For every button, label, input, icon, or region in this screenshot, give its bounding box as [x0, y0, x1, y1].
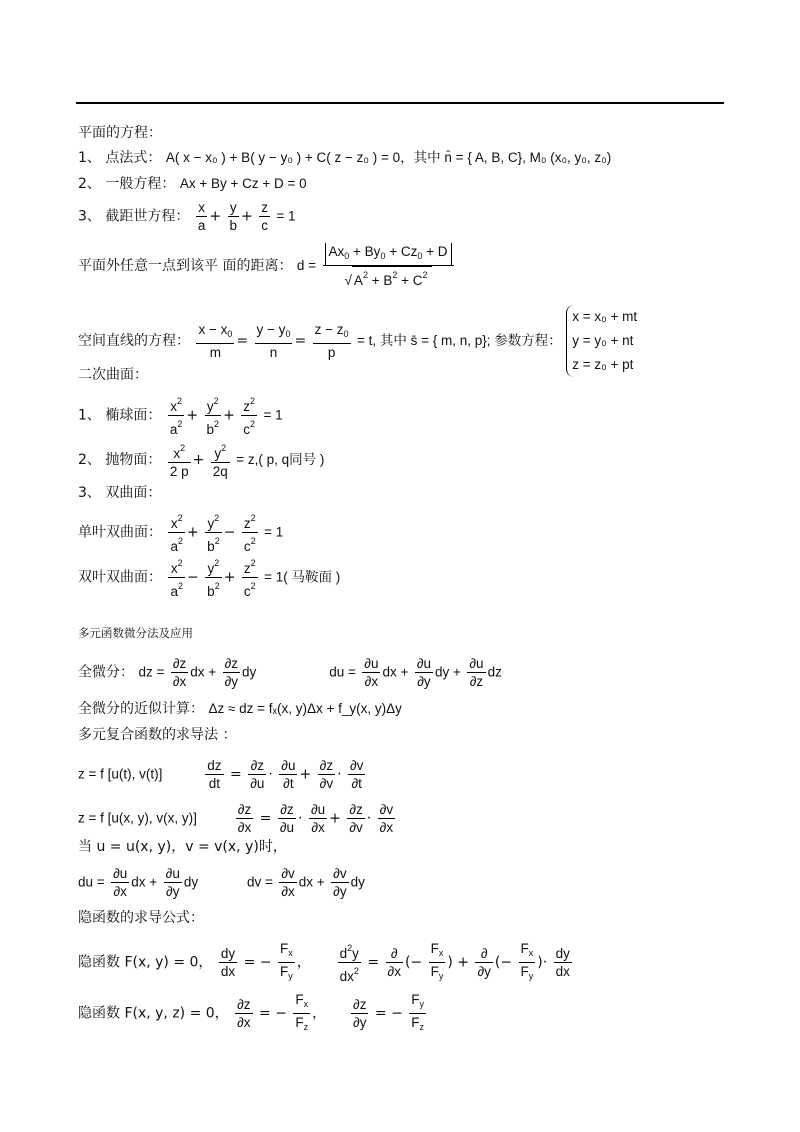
plane-heading: 平面的方程： — [78, 125, 162, 141]
partial-z-partial-u: $\frac{\partial z}{\partial u}$ — [279, 802, 295, 835]
distance-label: 平面外任意一点到该平 面的距离： — [78, 258, 293, 274]
fraction-y2-over-b2: $\frac{y^2}{b^2}$ — [205, 555, 222, 600]
dz-lhs: dz = — [138, 664, 165, 680]
fraction-x-over-a: $\frac{x}{a}$ — [197, 200, 206, 233]
fraction-y-over-b: $\frac{y}{b}$ — [229, 200, 238, 233]
one-sheet-line: 单叶双曲面： $\frac{x^2}{a^2}$ + $\frac{y^2}{b^2}$ − $\frac{z^2}{c^2}$ = 1 — [78, 510, 283, 555]
line-mid-text: = t, 其中 s̄ = { m, n, p}; 参数方程： — [357, 333, 562, 348]
fy-over-fz: $\frac{F_y}{F_z}$ — [411, 992, 425, 1032]
partial-z-partial-x: $\frac{\partial z}{\partial x}$ — [237, 802, 252, 835]
dy-plus: dy + — [435, 664, 461, 680]
partial-u-partial-z: $\frac{\partial u}{\partial z}$ — [469, 656, 484, 689]
fx-over-fy: $\frac{F_x}{F_y}$ — [520, 941, 534, 981]
chain1-line: z = f [u(t), v(t)] $\frac{dz}{dt}$ = $\frac{\partial z}{\partial u}$ · $\frac{\partial u}{\partial t}$ + $\frac{\partial z}{\partial v}$ · $\frac{\partial v}{\partial t}$ — [78, 758, 364, 791]
one-sheet-label: 单叶双曲面： — [78, 524, 162, 541]
partial-v-partial-x: $\frac{\partial v}{\partial x}$ — [379, 802, 394, 835]
partial-z-partial-x: $\frac{\partial z}{\partial x}$ — [237, 997, 251, 1030]
fx-over-fz: $\frac{F_x}{F_z}$ — [295, 992, 309, 1032]
chain2-lhs: z = f [u(x, y), v(x, y)] — [78, 810, 197, 826]
approx-label: 全微分的近似计算： — [78, 701, 204, 717]
paraboloid-label: 2、 抛物面： — [78, 452, 162, 468]
fraction-x2-over-2p: $\frac{x^2}{2 p}$ — [168, 440, 191, 480]
quadric-heading: 二次曲面： — [78, 367, 148, 383]
partial-over-partial-y: $\frac{\partial}{\partial y}$ — [477, 946, 491, 979]
approx-line — [78, 700, 402, 718]
partial-z-partial-u: $\frac{\partial z}{\partial u}$ — [250, 758, 265, 791]
implicit1-line: 隐函数 F(x, y) = 0， $\frac{dy}{dx}$ = − $\frac{F_x}{F_y}$ ， $\frac{d^2y}{dx^2}$ = $\frac{\partial}{\partial x}$ (− $\frac{F_x}{F_y}$ ) + $\frac{\partial}{\partial y}$ (− $\frac{F_x}{F_y}$ )· $\frac{dy}{dx}$ — [78, 941, 570, 984]
dy-dx: $\frac{dy}{dx}$ — [220, 946, 236, 979]
paraboloid-tail: = z,( p, q同号 ) — [236, 452, 325, 467]
chain1-lhs: z = f [u(t), v(t)] — [78, 766, 163, 782]
fx-over-fy: $\frac{F_x}{F_y}$ — [279, 941, 293, 981]
partial-over-partial-x: $\frac{\partial}{\partial x}$ — [387, 946, 401, 979]
partial-u-partial-x: $\frac{\partial u}{\partial x}$ — [364, 656, 379, 689]
implicit1-label: 隐函数 F(x, y) = 0， — [78, 954, 213, 971]
dy-dx: $\frac{dy}{dx}$ — [555, 946, 570, 979]
partial-v-partial-y: $\frac{\partial v}{\partial y}$ — [333, 866, 347, 899]
ellipsoid-line: 1、 椭球面： $\frac{x^2}{a^2}$ + $\frac{y^2}{b^2}$ + $\frac{z^2}{c^2}$ = 1 — [78, 393, 283, 438]
implicit-heading: 隐函数的求导公式： — [78, 910, 204, 926]
fraction-x2-over-a2: $\frac{x^2}{a^2}$ — [168, 510, 185, 555]
approx-equation: Δz ≈ dz = fₓ(x, y)Δx + f_y(x, y)Δy — [208, 701, 402, 716]
top-rule — [76, 102, 724, 104]
fraction-z2-over-c2: $\frac{z^2}{c^2}$ — [241, 393, 257, 438]
fraction-y2-over-b2: $\frac{y^2}{b^2}$ — [205, 393, 222, 438]
intercept-line: 3、 截距世方程： $\frac{x}{a}$ + $\frac{y}{b}$ + $\frac{z}{c}$ = 1 — [78, 200, 296, 233]
fraction-z-over-c: $\frac{z}{c}$ — [261, 200, 268, 233]
distance-line — [78, 243, 456, 289]
du-lhs: du = — [329, 664, 356, 680]
chain-heading: 多元复合函数的求导法 ： — [78, 727, 237, 743]
general-label: 2、 一般方程： — [78, 176, 176, 192]
dy-text: dy — [183, 874, 199, 890]
fraction-x-minus-x0-over-m: $\frac{x - x_0}{m}$ — [198, 322, 233, 360]
du-dv-line — [78, 865, 365, 900]
dv-lhs: dv = — [247, 874, 273, 890]
two-sheet-tail: = 1( 马鞍面 ) — [264, 569, 341, 585]
intercept-tail: = 1 — [276, 208, 296, 224]
distance-fraction: $\frac{Ax_0 + By_0 + Cz_0 + D}{√ A^2 + B^2 + C^2}$ — [323, 243, 454, 289]
dx-plus: dx + — [382, 664, 409, 680]
line-equation-row: 空间直线的方程： $\frac{x - x_0}{m}$ = $\frac{y - y_0}{n}$ = $\frac{z - z_0}{p}$ = t, 其中 s̄ = { m, n, p}; 参数方程： x = x₀ + mt y = y₀ + nt z = z₀ + pt — [78, 305, 637, 377]
partial-z-partial-x: $\frac{\partial z}{\partial x}$ — [172, 656, 187, 689]
ellipsoid-label: 1、 椭球面： — [78, 407, 162, 424]
one-sheet-tail: = 1 — [264, 524, 284, 540]
partial-u-partial-y: $\frac{\partial u}{\partial y}$ — [416, 656, 432, 689]
partial-z-partial-y: $\frac{\partial z}{\partial y}$ — [353, 997, 367, 1030]
hyperboloid-heading: 3、 双曲面： — [78, 485, 162, 501]
dz-dt: $\frac{dz}{dt}$ — [207, 758, 222, 791]
chain2-line: z = f [u(x, y), v(x, y)] $\frac{\partial z}{\partial x}$ = $\frac{\partial z}{\partial u}$ · $\frac{\partial u}{\partial x}$ + $\frac{\partial z}{\partial v}$ · $\frac{\partial v}{\partial x}$ — [78, 802, 394, 835]
two-sheet-label: 双叶双曲面： — [78, 569, 162, 586]
ellipsoid-tail: = 1 — [263, 407, 283, 423]
du-lhs: du = — [78, 874, 105, 890]
implicit2-line: 隐函数 F(x, y, z) = 0， $\frac{\partial z}{\partial x}$ = − $\frac{F_x}{F_z}$ ， $\frac{\partial z}{\partial y}$ = − $\frac{F_y}{F_z}$ — [78, 991, 428, 1036]
fraction-z-minus-z0-over-p: $\frac{z - z_0}{p}$ — [314, 322, 349, 360]
when-line: 当 u = u(x, y)，v = v(x, y)时， — [78, 839, 287, 855]
point-normal-equation: A( x − x₀ ) + B( y − y₀ ) + C( z − z₀ ) = 0，其中 n̄ = { A, B, C}, M₀ (x₀, y₀, z₀) — [165, 150, 612, 165]
total-diff-line — [78, 655, 502, 690]
dx-plus: dx + — [190, 664, 217, 680]
dx-plus: dx + — [298, 874, 325, 890]
partial-u-partial-t: $\frac{\partial u}{\partial t}$ — [281, 758, 296, 791]
fraction-z2-over-c2: $\frac{z^2}{c^2}$ — [242, 510, 258, 555]
line-label: 空间直线的方程： — [78, 333, 190, 349]
dy-text: dy — [350, 874, 365, 890]
partial-z-partial-v: $\frac{\partial z}{\partial v}$ — [319, 758, 334, 791]
fraction-x2-over-a2: $\frac{x^2}{a^2}$ — [168, 555, 185, 600]
partial-u-partial-x: $\frac{\partial u}{\partial x}$ — [310, 802, 326, 835]
partial-v-partial-x: $\frac{\partial v}{\partial x}$ — [281, 866, 295, 899]
distance-lhs: d = — [296, 258, 317, 273]
parametric-brace — [566, 305, 637, 377]
intercept-label: 3、 截距世方程： — [78, 208, 190, 225]
partial-z-partial-y: $\frac{\partial z}{\partial y}$ — [224, 656, 239, 689]
paraboloid-line: 2、 抛物面： $\frac{x^2}{2 p}$ + $\frac{y^2}{2q}$ = z,( p, q同号 ) — [78, 440, 324, 480]
dx-plus: dx + — [131, 874, 158, 890]
dy-text: dy — [242, 664, 257, 680]
fraction-y2-over-b2: $\frac{y^2}{b^2}$ — [205, 510, 222, 555]
implicit2-label: 隐函数 F(x, y, z) = 0， — [78, 1005, 229, 1022]
dz-text: dz — [487, 664, 502, 680]
general-line — [78, 175, 307, 193]
fraction-z2-over-c2: $\frac{z^2}{c^2}$ — [242, 555, 258, 600]
fraction-y2-over-2q: $\frac{y^2}{2q}$ — [211, 440, 230, 480]
param-x: x = x₀ + mt — [572, 309, 638, 324]
partial-z-partial-v: $\frac{\partial z}{\partial v}$ — [349, 802, 363, 835]
partial-v-partial-t: $\frac{\partial v}{\partial t}$ — [350, 758, 364, 791]
point-normal-label: 1、 点法式： — [78, 150, 162, 166]
multivar-heading: 多元函数微分法及应用 — [78, 626, 193, 640]
total-diff-label: 全微分： — [78, 664, 134, 681]
param-y: y = y₀ + nt — [572, 333, 634, 348]
general-equation: Ax + By + Cz + D = 0 — [179, 176, 307, 191]
point-normal-line — [78, 149, 611, 167]
d2y-dx2: $\frac{d^2y}{dx^2}$ — [338, 940, 361, 985]
fraction-y-minus-y0-over-n: $\frac{y - y_0}{n}$ — [256, 322, 291, 360]
fx-over-fy: $\frac{F_x}{F_y}$ — [430, 941, 444, 981]
param-z: z = z₀ + pt — [572, 357, 634, 372]
two-sheet-line: 双叶双曲面： $\frac{x^2}{a^2}$ − $\frac{y^2}{b^2}$ + $\frac{z^2}{c^2}$ = 1( 马鞍面 ) — [78, 555, 340, 600]
partial-u-partial-y: $\frac{\partial u}{\partial y}$ — [165, 866, 180, 899]
partial-u-partial-x: $\frac{\partial u}{\partial x}$ — [113, 866, 128, 899]
fraction-x2-over-a2: $\frac{x^2}{a^2}$ — [168, 393, 185, 438]
